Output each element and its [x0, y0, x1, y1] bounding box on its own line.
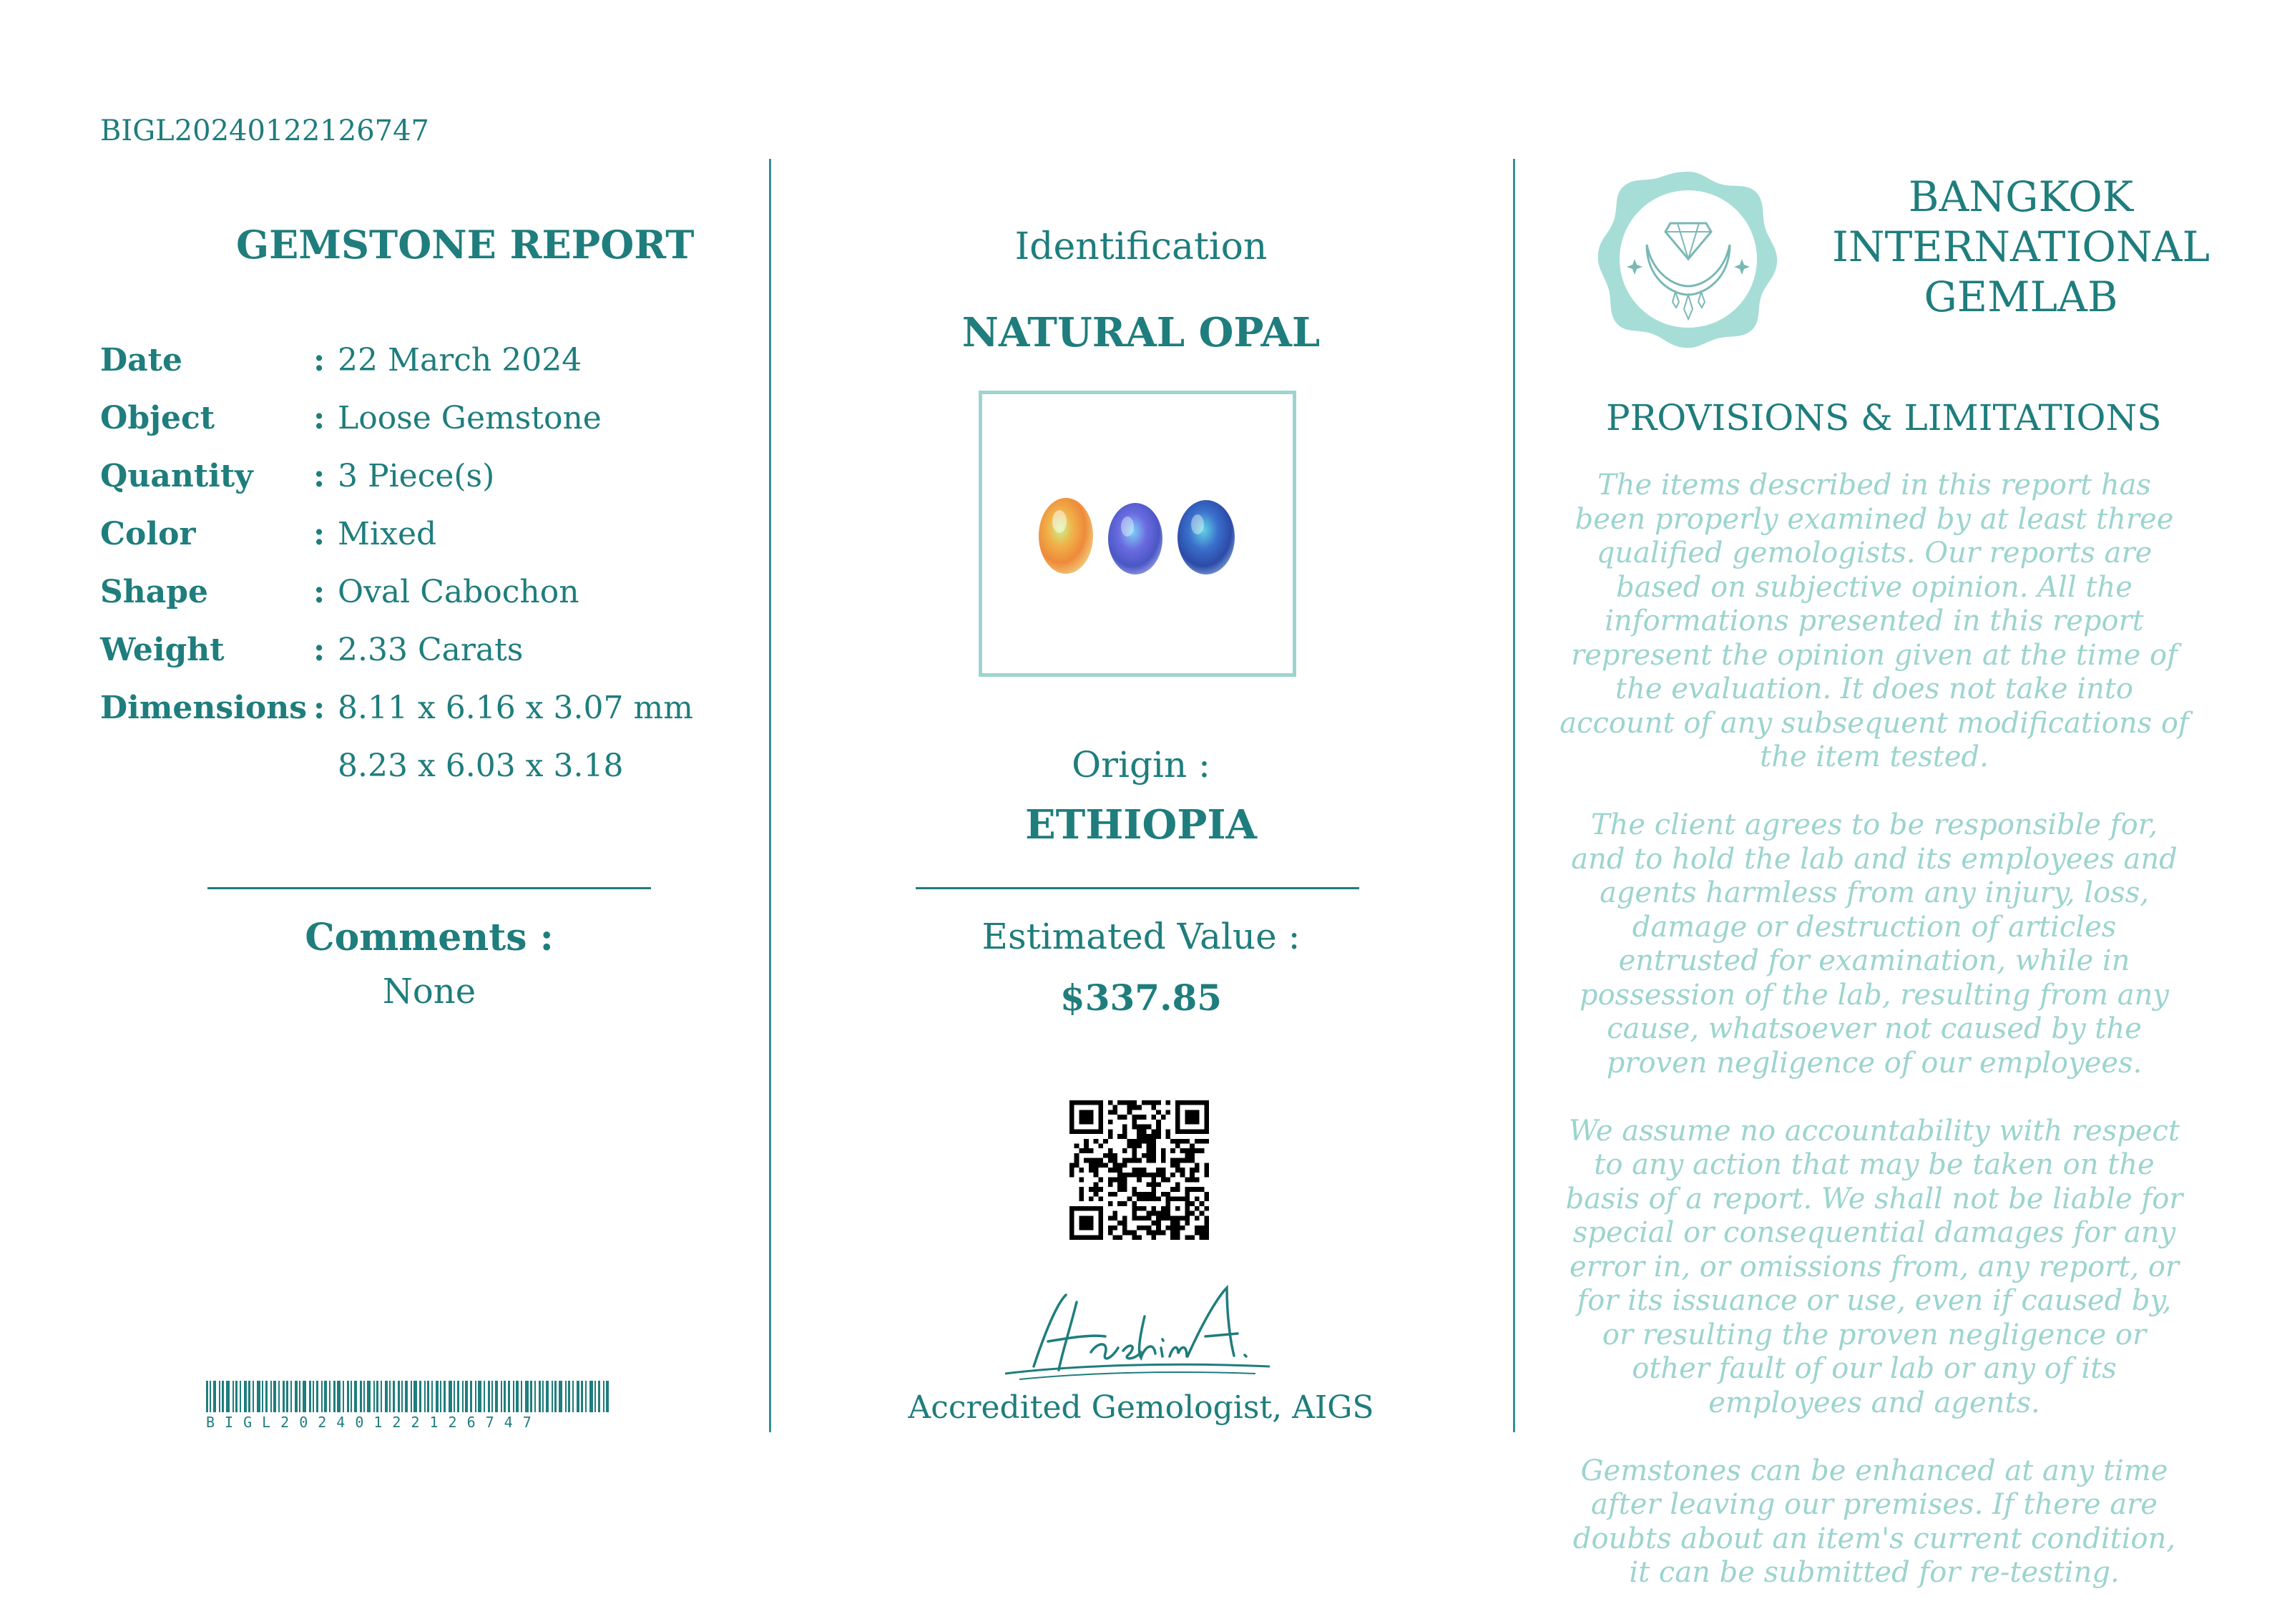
barcode-bar — [309, 1381, 311, 1412]
barcode-bar — [534, 1381, 536, 1412]
barcode-bar — [444, 1381, 446, 1412]
field-value: 22 March 2024 — [338, 342, 582, 378]
provisions-paragraph-4: Gemstones can be enhanced at any time after leaving our premises. If there are doubts about an item's current condition, it can be submitted for re-testing. — [1572, 1454, 2176, 1589]
barcode-bar — [427, 1381, 429, 1412]
barcode-bar — [226, 1381, 230, 1412]
field-colon: : — [313, 458, 325, 494]
barcode-bar — [222, 1381, 224, 1412]
barcode-bar — [235, 1381, 238, 1412]
barcode-bar — [539, 1381, 541, 1412]
barcode-bar — [606, 1381, 609, 1412]
barcode-bar — [478, 1381, 481, 1412]
barcode-bar — [513, 1381, 514, 1412]
barcode-bar — [398, 1381, 400, 1412]
barcode-bar — [363, 1381, 365, 1412]
barcode-bar — [552, 1381, 553, 1412]
barcode-bar — [290, 1381, 292, 1412]
barcode-bar — [424, 1381, 426, 1412]
barcode-bar — [324, 1381, 327, 1412]
barcode-bar — [333, 1381, 336, 1412]
field-row-object — [100, 400, 744, 443]
field-colon: : — [313, 400, 325, 436]
barcode-bar — [240, 1381, 241, 1412]
barcode-bar — [501, 1381, 502, 1412]
field-label: Object — [100, 400, 215, 436]
barcode-bar — [347, 1381, 349, 1412]
barcode-bar — [457, 1381, 459, 1412]
barcode-bar — [283, 1381, 285, 1412]
field-colon: : — [313, 342, 325, 378]
barcode-bar — [565, 1381, 567, 1412]
barcode-bar — [286, 1381, 288, 1412]
comments-value: None — [382, 972, 476, 1012]
field-value: 8.23 x 6.03 x 3.18 — [338, 748, 624, 784]
estimated-value: $337.85 — [1059, 977, 1223, 1019]
barcode-bar — [257, 1381, 260, 1412]
field-label: Date — [100, 342, 182, 378]
opal-stone-1 — [1039, 498, 1093, 574]
barcode-bar — [546, 1381, 549, 1412]
field-row-dimensions — [100, 690, 744, 733]
barcode — [206, 1381, 653, 1412]
barcode-bar — [210, 1381, 211, 1412]
opal-stones-image — [982, 394, 1293, 673]
barcode-bar — [373, 1381, 375, 1412]
field-colon: : — [313, 632, 325, 668]
barcode-bar — [413, 1381, 417, 1412]
barcode-bar — [454, 1381, 455, 1412]
barcode-bar — [465, 1381, 468, 1412]
field-row-quantity — [100, 458, 744, 501]
barcode-bar — [265, 1381, 268, 1412]
barcode-bar — [554, 1381, 557, 1412]
comments-title: Comments : — [305, 916, 554, 959]
barcode-bar — [313, 1381, 314, 1412]
barcode-bar — [389, 1381, 391, 1412]
barcode-bar — [440, 1381, 441, 1412]
stone-name: NATURAL OPAL — [961, 309, 1321, 356]
barcode-bar — [475, 1381, 476, 1412]
barcode-bar — [360, 1381, 362, 1412]
field-value: Oval Cabochon — [338, 574, 579, 610]
barcode-bar — [504, 1381, 506, 1412]
barcode-bar — [508, 1381, 510, 1412]
column-divider-right — [1513, 159, 1515, 1432]
opal-stone-3 — [1177, 500, 1235, 574]
barcode-bar — [449, 1381, 452, 1412]
barcode-bar — [581, 1381, 583, 1412]
provisions-text — [1559, 469, 2189, 1624]
barcode-bar — [516, 1381, 519, 1412]
barcode-bar — [206, 1381, 208, 1412]
provisions-paragraph-1: The items described in this report has been properly examined by at least three qualified gemologists. Our reports are based on subjective opinion. All the informations presented in this report represent the opinion given at the time of the evaluation. It does not take into account of any subsequent modifications of the item tested. — [1559, 469, 2189, 773]
barcode-bar — [495, 1381, 498, 1412]
gemstone-photo — [979, 391, 1296, 677]
barcode-bar — [542, 1381, 544, 1412]
barcode-bar — [244, 1381, 247, 1412]
barcode-bar — [572, 1381, 574, 1412]
barcode-bar — [462, 1381, 464, 1412]
field-label: Weight — [100, 632, 225, 668]
barcode-bar — [295, 1381, 298, 1412]
qr-code-icon — [1069, 1100, 1209, 1240]
field-value: 2.33 Carats — [338, 632, 524, 668]
barcode-bar — [589, 1381, 593, 1412]
field-label: Dimensions — [100, 690, 308, 726]
barcode-bar — [278, 1381, 280, 1412]
field-colon: : — [313, 516, 325, 552]
barcode-bar — [262, 1381, 263, 1412]
barcode-bar — [405, 1381, 408, 1412]
barcode-bar — [299, 1381, 300, 1412]
field-colon: : — [313, 574, 325, 610]
origin-value: ETHIOPIA — [1025, 801, 1257, 848]
barcode-bar — [431, 1381, 433, 1412]
field-row-date — [100, 342, 744, 385]
barcode-bar — [316, 1381, 318, 1412]
barcode-bar — [354, 1381, 357, 1412]
field-label: Color — [100, 516, 196, 552]
barcode-bar — [559, 1381, 562, 1412]
barcode-bar — [321, 1381, 323, 1412]
barcode-bar — [577, 1381, 579, 1412]
barcode-bar — [351, 1381, 352, 1412]
field-label: Shape — [100, 574, 209, 610]
barcode-bar — [488, 1381, 490, 1412]
divider-middle — [916, 887, 1359, 889]
lab-name-line-1: BANGKOK — [1908, 172, 2134, 221]
barcode-text: BIGL20240122126747 — [206, 1414, 542, 1431]
barcode-bar — [343, 1381, 344, 1412]
field-value: Loose Gemstone — [338, 400, 602, 436]
lab-name-line-3: GEMLAB — [1924, 273, 2118, 321]
barcode-bar — [594, 1381, 596, 1412]
barcode-bar — [603, 1381, 604, 1412]
field-value: Mixed — [338, 516, 437, 552]
barcode-bar — [484, 1381, 485, 1412]
field-row-shape — [100, 574, 744, 617]
barcode-bar — [530, 1381, 532, 1412]
provisions-paragraph-2: The client agrees to be responsible for, and to hold the lab and its employees and agents harmless from any injury, loss, damage or destruction of articles entrusted for examination, while in possession of the lab, resulting from any cause, whatsoever not caused by the proven negligence of our employees. — [1571, 808, 2178, 1080]
barcode-bar — [329, 1381, 330, 1412]
barcode-bar — [491, 1381, 493, 1412]
barcode-bar — [401, 1381, 403, 1412]
lab-name-line-2: INTERNATIONAL — [1831, 222, 2210, 271]
barcode-bar — [436, 1381, 439, 1412]
barcode-bar — [248, 1381, 250, 1412]
provisions-paragraph-3: We assume no accountability with respect to any action that may be taken on the basis of a report. We shall not be liable for special or consequential damages for any error in, or omissions from, any report, or for its issuance or use, even if caused by, or resulting the proven negligence or other fault of our lab or any of its employees and agents. — [1565, 1114, 2183, 1419]
report-id: BIGL20240122126747 — [100, 114, 429, 147]
field-row-weight — [100, 632, 744, 675]
field-label: Quantity — [100, 458, 253, 494]
barcode-bar — [303, 1381, 306, 1412]
gemologist-title: Accredited Gemologist, AIGS — [908, 1389, 1374, 1426]
barcode-bar — [337, 1381, 341, 1412]
barcode-bar — [411, 1381, 412, 1412]
barcode-bar — [598, 1381, 600, 1412]
barcode-bar — [270, 1381, 272, 1412]
barcode-bar — [381, 1381, 382, 1412]
barcode-bar — [376, 1381, 378, 1412]
field-colon: : — [313, 690, 325, 726]
barcode-bar — [273, 1381, 276, 1412]
barcode-bar — [585, 1381, 587, 1412]
barcode-bar — [232, 1381, 234, 1412]
barcode-bar — [568, 1381, 570, 1412]
field-row-dimensions-2 — [100, 748, 744, 791]
field-value: 8.11 x 6.16 x 3.07 mm — [338, 690, 693, 726]
barcode-bar — [525, 1381, 529, 1412]
barcode-bar — [385, 1381, 388, 1412]
barcode-bar — [521, 1381, 522, 1412]
barcode-bar — [219, 1381, 220, 1412]
origin-label: Origin : — [1072, 744, 1210, 786]
barcode-bar — [393, 1381, 395, 1412]
barcode-bar — [213, 1381, 216, 1412]
field-value: 3 Piece(s) — [338, 458, 495, 494]
barcode-bar — [419, 1381, 421, 1412]
identification-label: Identification — [1014, 225, 1268, 268]
provisions-title: PROVISIONS & LIMITATIONS — [1606, 397, 2162, 439]
lab-seal-logo — [1595, 166, 1781, 352]
lab-name — [1817, 172, 2225, 322]
opal-stone-2 — [1108, 503, 1162, 574]
divider-left — [207, 887, 651, 889]
barcode-bar — [470, 1381, 472, 1412]
field-row-color — [100, 516, 744, 559]
signature — [991, 1273, 1277, 1388]
report-title: GEMSTONE REPORT — [236, 222, 695, 268]
barcode-bar — [367, 1381, 371, 1412]
estimated-value-label: Estimated Value : — [981, 916, 1301, 957]
barcode-bar — [253, 1381, 254, 1412]
